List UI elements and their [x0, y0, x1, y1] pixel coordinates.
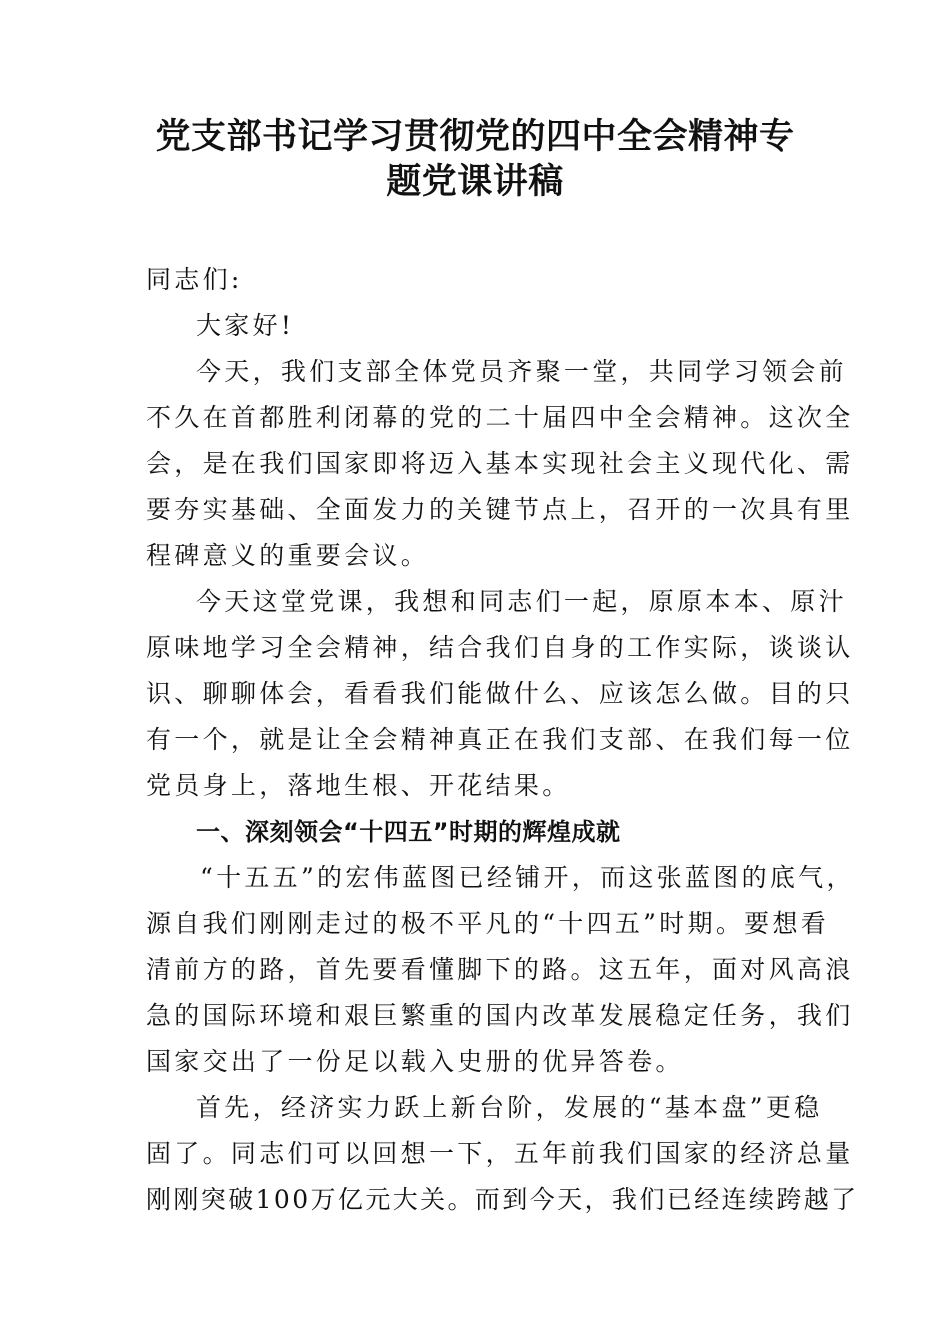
paragraph-line: 急的国际环境和艰巨繁重的国内改革发展稳定任务，我们	[146, 1001, 854, 1030]
paragraph-line: 有一个，就是让全会精神真正在我们支部、在我们每一位	[146, 725, 854, 754]
paragraph-line: 清前方的路，首先要看懂脚下的路。这五年，面对风高浪	[146, 955, 854, 984]
paragraph-line: 今天，我们支部全体党员齐聚一堂，共同学习领会前	[196, 357, 847, 386]
paragraph-line: 今天这堂党课，我想和同志们一起，原原本本、原汁	[196, 587, 847, 616]
paragraph-line: 源自我们刚刚走过的极不平凡的“十四五”时期。要想看	[146, 909, 830, 938]
paragraph-line: 国家交出了一份足以载入史册的优异答卷。	[146, 1047, 684, 1076]
paragraph-line: 原味地学习全会精神，结合我们自身的工作实际，谈谈认	[146, 633, 854, 662]
paragraph-line: 刚刚突破100万亿元大关。而到今天，我们已经连续跨越了	[146, 1185, 859, 1214]
paragraph-line: 固了。同志们可以回想一下，五年前我们国家的经济总量	[146, 1139, 854, 1168]
paragraph-line: 不久在首都胜利闭幕的党的二十届四中全会精神。这次全	[146, 403, 854, 432]
paragraph-line: 程碑意义的重要会议。	[146, 541, 430, 570]
section-heading: 一、深刻领会“十四五”时期的辉煌成就	[196, 818, 621, 846]
document-title-line-1: 党支部书记学习贯彻党的四中全会精神专	[155, 116, 795, 157]
paragraph-line: 识、聊聊体会，看看我们能做什么、应该怎么做。目的只	[146, 679, 854, 708]
paragraph-line: 要夯实基础、全面发力的关键节点上，召开的一次具有里	[146, 495, 854, 524]
paragraph-line: 会，是在我们国家即将迈入基本实现社会主义现代化、需	[146, 449, 854, 478]
salutation: 同志们:	[146, 265, 243, 294]
paragraph-line: 党员身上，落地生根、开花结果。	[146, 771, 571, 800]
paragraph-line: “十五五”的宏伟蓝图已经铺开，而这张蓝图的底气，	[200, 863, 855, 892]
greeting: 大家好!	[196, 311, 295, 340]
paragraph-line: 首先，经济实力跃上新台阶，发展的“基本盘”更稳	[196, 1093, 823, 1122]
document-title-line-2: 题党课讲稿	[386, 161, 564, 202]
